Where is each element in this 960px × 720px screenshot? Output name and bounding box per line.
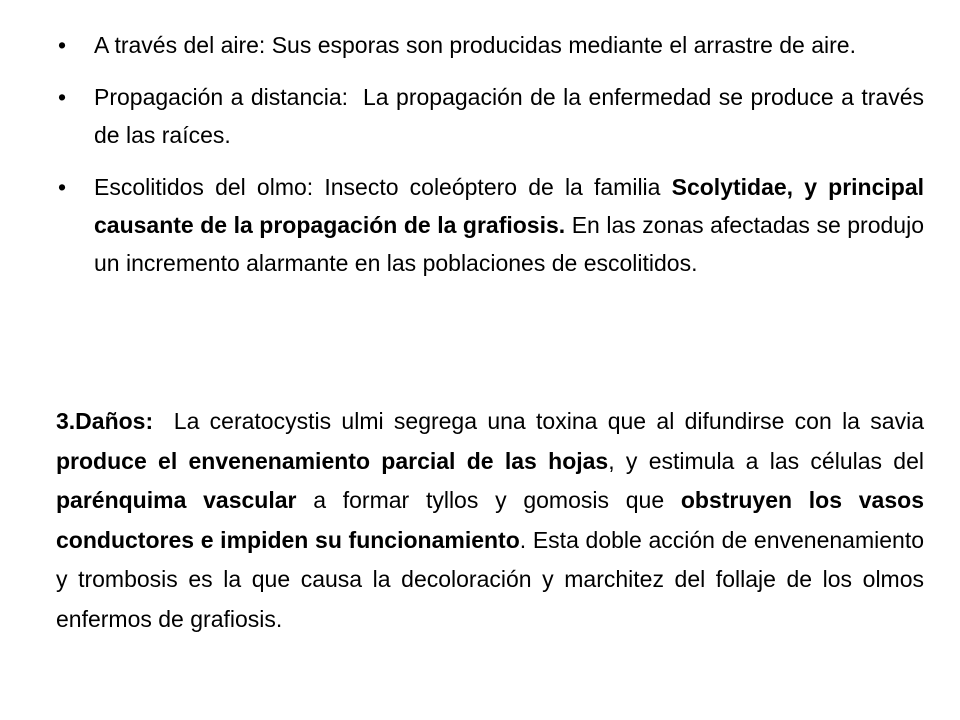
bullet-bold-text: Scolytidae, y principal causante de la propagación de la grafiosis. (94, 174, 925, 238)
bullet-text (94, 78, 931, 154)
bullet-dot-icon: • (58, 32, 67, 58)
bullet-dot-icon: • (58, 84, 67, 110)
bullet-description: Insecto coleóptero de la familia (313, 174, 672, 200)
damage-text: a formar tyllos y gomosis que (296, 487, 681, 513)
bullet-description-continued: En las zonas afectadas se produjo un incremento alarmante en las poblaciones de escolitidos. (94, 212, 924, 276)
damage-text: La ceratocystis ulmi segrega una toxina que al difundirse con la savia (153, 408, 931, 434)
bullet-term: A través del aire: (94, 32, 266, 58)
damage-bold-text: parénquima vascular (56, 487, 297, 513)
bullet-item-propagacion (56, 78, 931, 154)
bullet-description: Sus esporas son producidas mediante el arrastre de aire. (265, 32, 856, 58)
bullet-dot-icon: • (58, 174, 67, 200)
bullet-item-aire (56, 26, 924, 64)
bullet-list (56, 26, 931, 296)
section-heading: 3.Daños: (56, 408, 154, 434)
damage-text: . Esta doble acción de envenenamiento y trombosis es la que causa la decoloración y marchitez del follaje de los olmos enfermos de grafiosis. (56, 526, 924, 632)
bullet-term: Escolitidos del olmo: (94, 174, 314, 200)
bullet-text (94, 168, 924, 282)
damage-paragraph (56, 402, 931, 639)
damage-text: , y estimula a las células del (608, 447, 924, 474)
bullet-item-escolitidos (56, 168, 924, 282)
damage-bold-text: produce el envenenamiento parcial de las hojas (56, 447, 609, 474)
bullet-description: La propagación de la enfermedad se produce a través de las raíces. (94, 84, 931, 148)
bullet-text (94, 26, 924, 64)
bullet-term: Propagación a distancia: (94, 84, 349, 110)
damage-bold-text: obstruyen los vasos conductores e impiden su funcionamiento (56, 487, 924, 553)
